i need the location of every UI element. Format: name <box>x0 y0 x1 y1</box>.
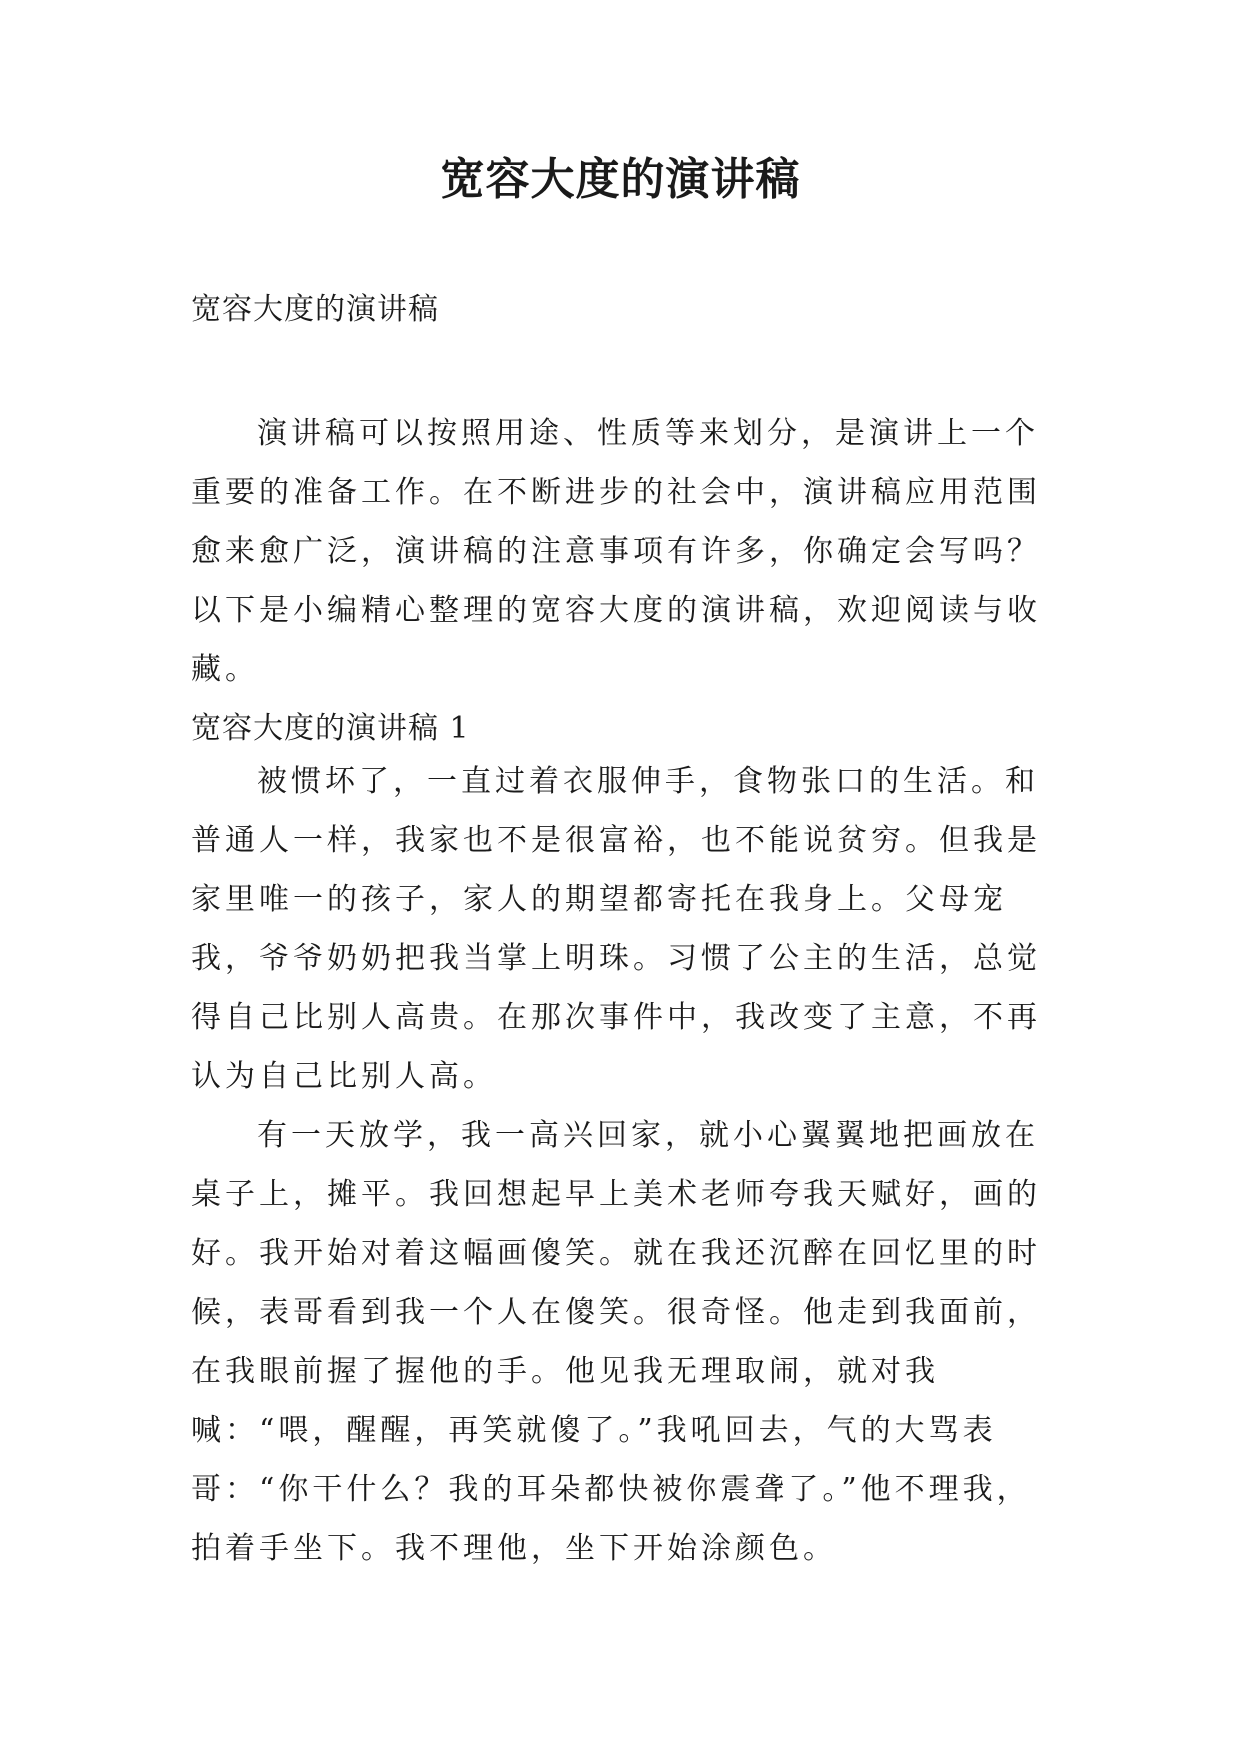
section-heading: 宽容大度的演讲稿 1 <box>191 711 470 746</box>
body-paragraph: 有一天放学，我一高兴回家，就小心翼翼地把画放在桌子上，摊平。我回想起早上美术老师夸我天赋好，画的好。我开始对着这幅画傻笑。就在我还沉醉在回忆里的时候，表哥看到我一个人在傻笑。很奇怪。他走到我面前，在我眼前握了握他的手。他见我无理取闹，就对我喊：“喂，醒醒，再笑就傻了。”我吼回去，气的大骂表哥：“你干什么？我的耳朵都快被你震聋了。”他不理我，拍着手坐下。我不理他，坐下开始涂颜色。 <box>191 1118 1041 1566</box>
intro-paragraph: 演讲稿可以按照用途、性质等来划分，是演讲上一个重要的准备工作。在不断进步的社会中，演讲稿应用范围愈来愈广泛，演讲稿的注意事项有许多，你确定会写吗？以下是小编精心整理的宽容大度的演讲稿，欢迎阅读与收藏。 <box>191 416 1041 687</box>
document-subtitle: 宽容大度的演讲稿 <box>191 292 439 327</box>
document-title: 宽容大度的演讲稿 <box>440 154 801 205</box>
body-paragraph: 被惯坏了，一直过着衣服伸手，食物张口的生活。和普通人一样，我家也不是很富裕，也不能说贫穷。但我是家里唯一的孩子，家人的期望都寄托在我身上。父母宠我，爷爷奶奶把我当掌上明珠。习惯了公主的生活，总觉得自己比别人高贵。在那次事件中，我改变了主意，不再认为自己比别人高。 <box>191 764 1041 1094</box>
